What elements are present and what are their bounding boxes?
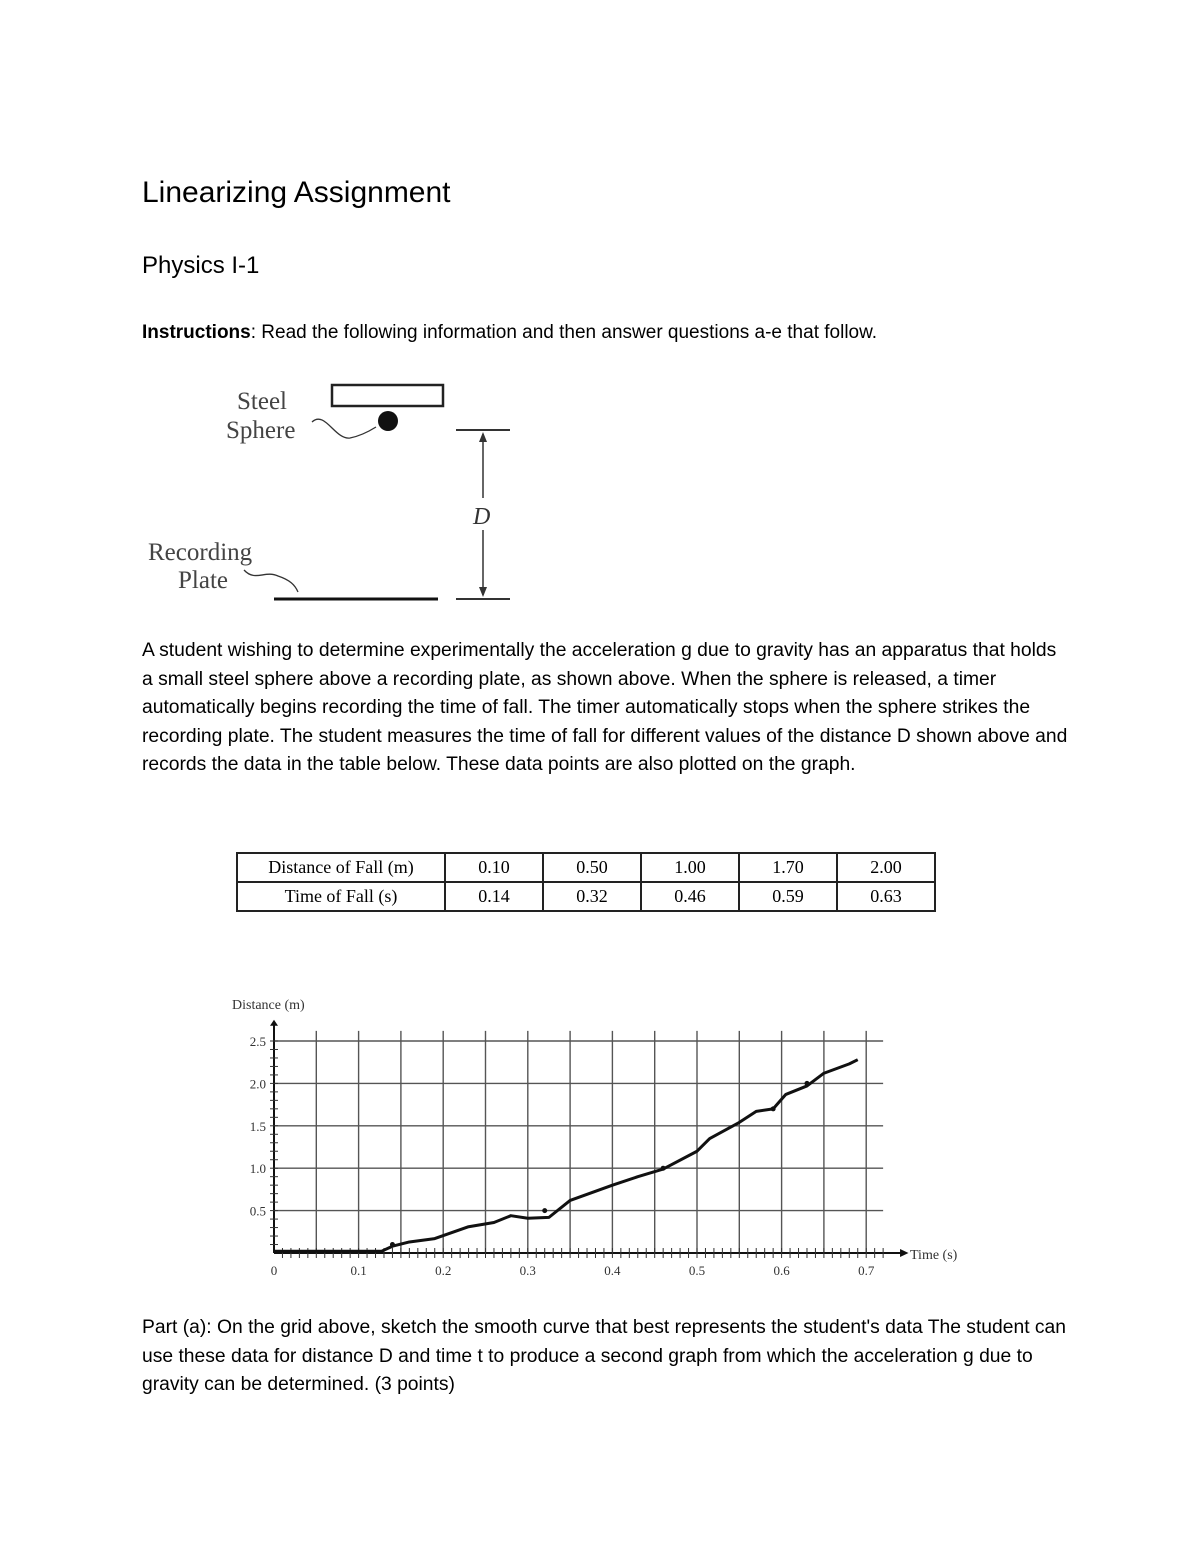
x-axis-arrow-icon: [900, 1249, 908, 1257]
steel-label: Steel: [237, 388, 287, 415]
distance-time-chart: [220, 990, 980, 1290]
table-cell: 0.59: [739, 882, 837, 911]
x-tick-label: 0.5: [688, 1263, 706, 1278]
table-row-distance: [237, 853, 935, 882]
data-point: [661, 1166, 666, 1171]
y-tick-label: 1.0: [249, 1161, 266, 1177]
y-tick-label: 1.5: [249, 1118, 266, 1134]
steel-sphere: [378, 411, 398, 431]
table-cell: 0.50: [543, 853, 641, 882]
table-cell: 1.70: [739, 853, 837, 882]
data-point: [804, 1081, 809, 1086]
instructions-label: Instructions: [142, 322, 251, 343]
sketched-curve: [274, 1060, 858, 1252]
arrowhead-up-icon: [479, 432, 487, 442]
instructions: [142, 322, 877, 344]
holder-bar: [332, 385, 443, 406]
table-cell: 2.00: [837, 853, 935, 882]
x-tick-label: 0.6: [773, 1263, 790, 1278]
sphere-pointer-arrow: [312, 419, 376, 438]
page-title: Linearizing Assignment: [142, 176, 451, 209]
distance-label: D: [473, 504, 491, 530]
y-axis-label: Distance (m): [232, 998, 305, 1013]
plate-pointer-arrow: [244, 570, 298, 592]
table-row-time: [237, 882, 935, 911]
data-point: [542, 1208, 547, 1213]
table-cell: 0.32: [543, 882, 641, 911]
plate-label: Plate: [178, 567, 228, 594]
x-axis-label: Time (s): [910, 1248, 958, 1263]
data-point: [771, 1106, 776, 1111]
table-cell: 0.63: [837, 882, 935, 911]
x-tick-label: 0: [270, 1263, 278, 1278]
y-tick-label: 0.5: [249, 1203, 266, 1219]
recording-label: Recording: [148, 539, 253, 566]
table-cell: 0.14: [445, 882, 543, 911]
y-axis-arrow-icon: [270, 1020, 278, 1026]
x-tick-label: 0.2: [435, 1263, 452, 1278]
x-tick-label: 0.1: [350, 1263, 367, 1278]
instructions-text: : Read the following information and then answer questions a-e that follow.: [250, 322, 878, 343]
sphere-label: Sphere: [226, 417, 296, 444]
part-a-question: Part (a): On the grid above, sketch the smooth curve that best represents the student's data The student can use these data for distance D and time t to produce a second graph from which the acceleration g due to gravity can be determined. (3 points): [142, 1317, 1066, 1396]
data-point: [390, 1242, 395, 1247]
y-tick-label: 2.0: [249, 1076, 266, 1092]
apparatus-diagram: [140, 370, 520, 610]
table-cell: 0.10: [445, 853, 543, 882]
x-tick-label: 0.4: [604, 1263, 621, 1278]
page-subtitle: Physics I-1: [142, 252, 260, 279]
problem-description: A student wishing to determine experimentally the acceleration g due to gravity has an apparatus that holds a small steel sphere above a recording plate, as shown above. When the sphere is released, a timer automatically begins recording the time of fall. The timer automatically stops when the sphere strikes the recording plate. The student measures the time of fall for different values of the distance D shown above and records the data in the table below. These data points are also plotted on the graph.: [142, 640, 1068, 776]
y-tick-label: 2.5: [249, 1034, 266, 1049]
x-tick-label: 0.3: [519, 1263, 536, 1278]
row-header: Distance of Fall (m): [237, 853, 445, 882]
table-cell: 0.46: [641, 882, 739, 911]
table-cell: 1.00: [641, 853, 739, 882]
row-header: Time of Fall (s): [237, 882, 445, 911]
data-table: [236, 852, 936, 912]
x-tick-label: 0.7: [858, 1263, 875, 1278]
arrowhead-down-icon: [479, 587, 487, 597]
